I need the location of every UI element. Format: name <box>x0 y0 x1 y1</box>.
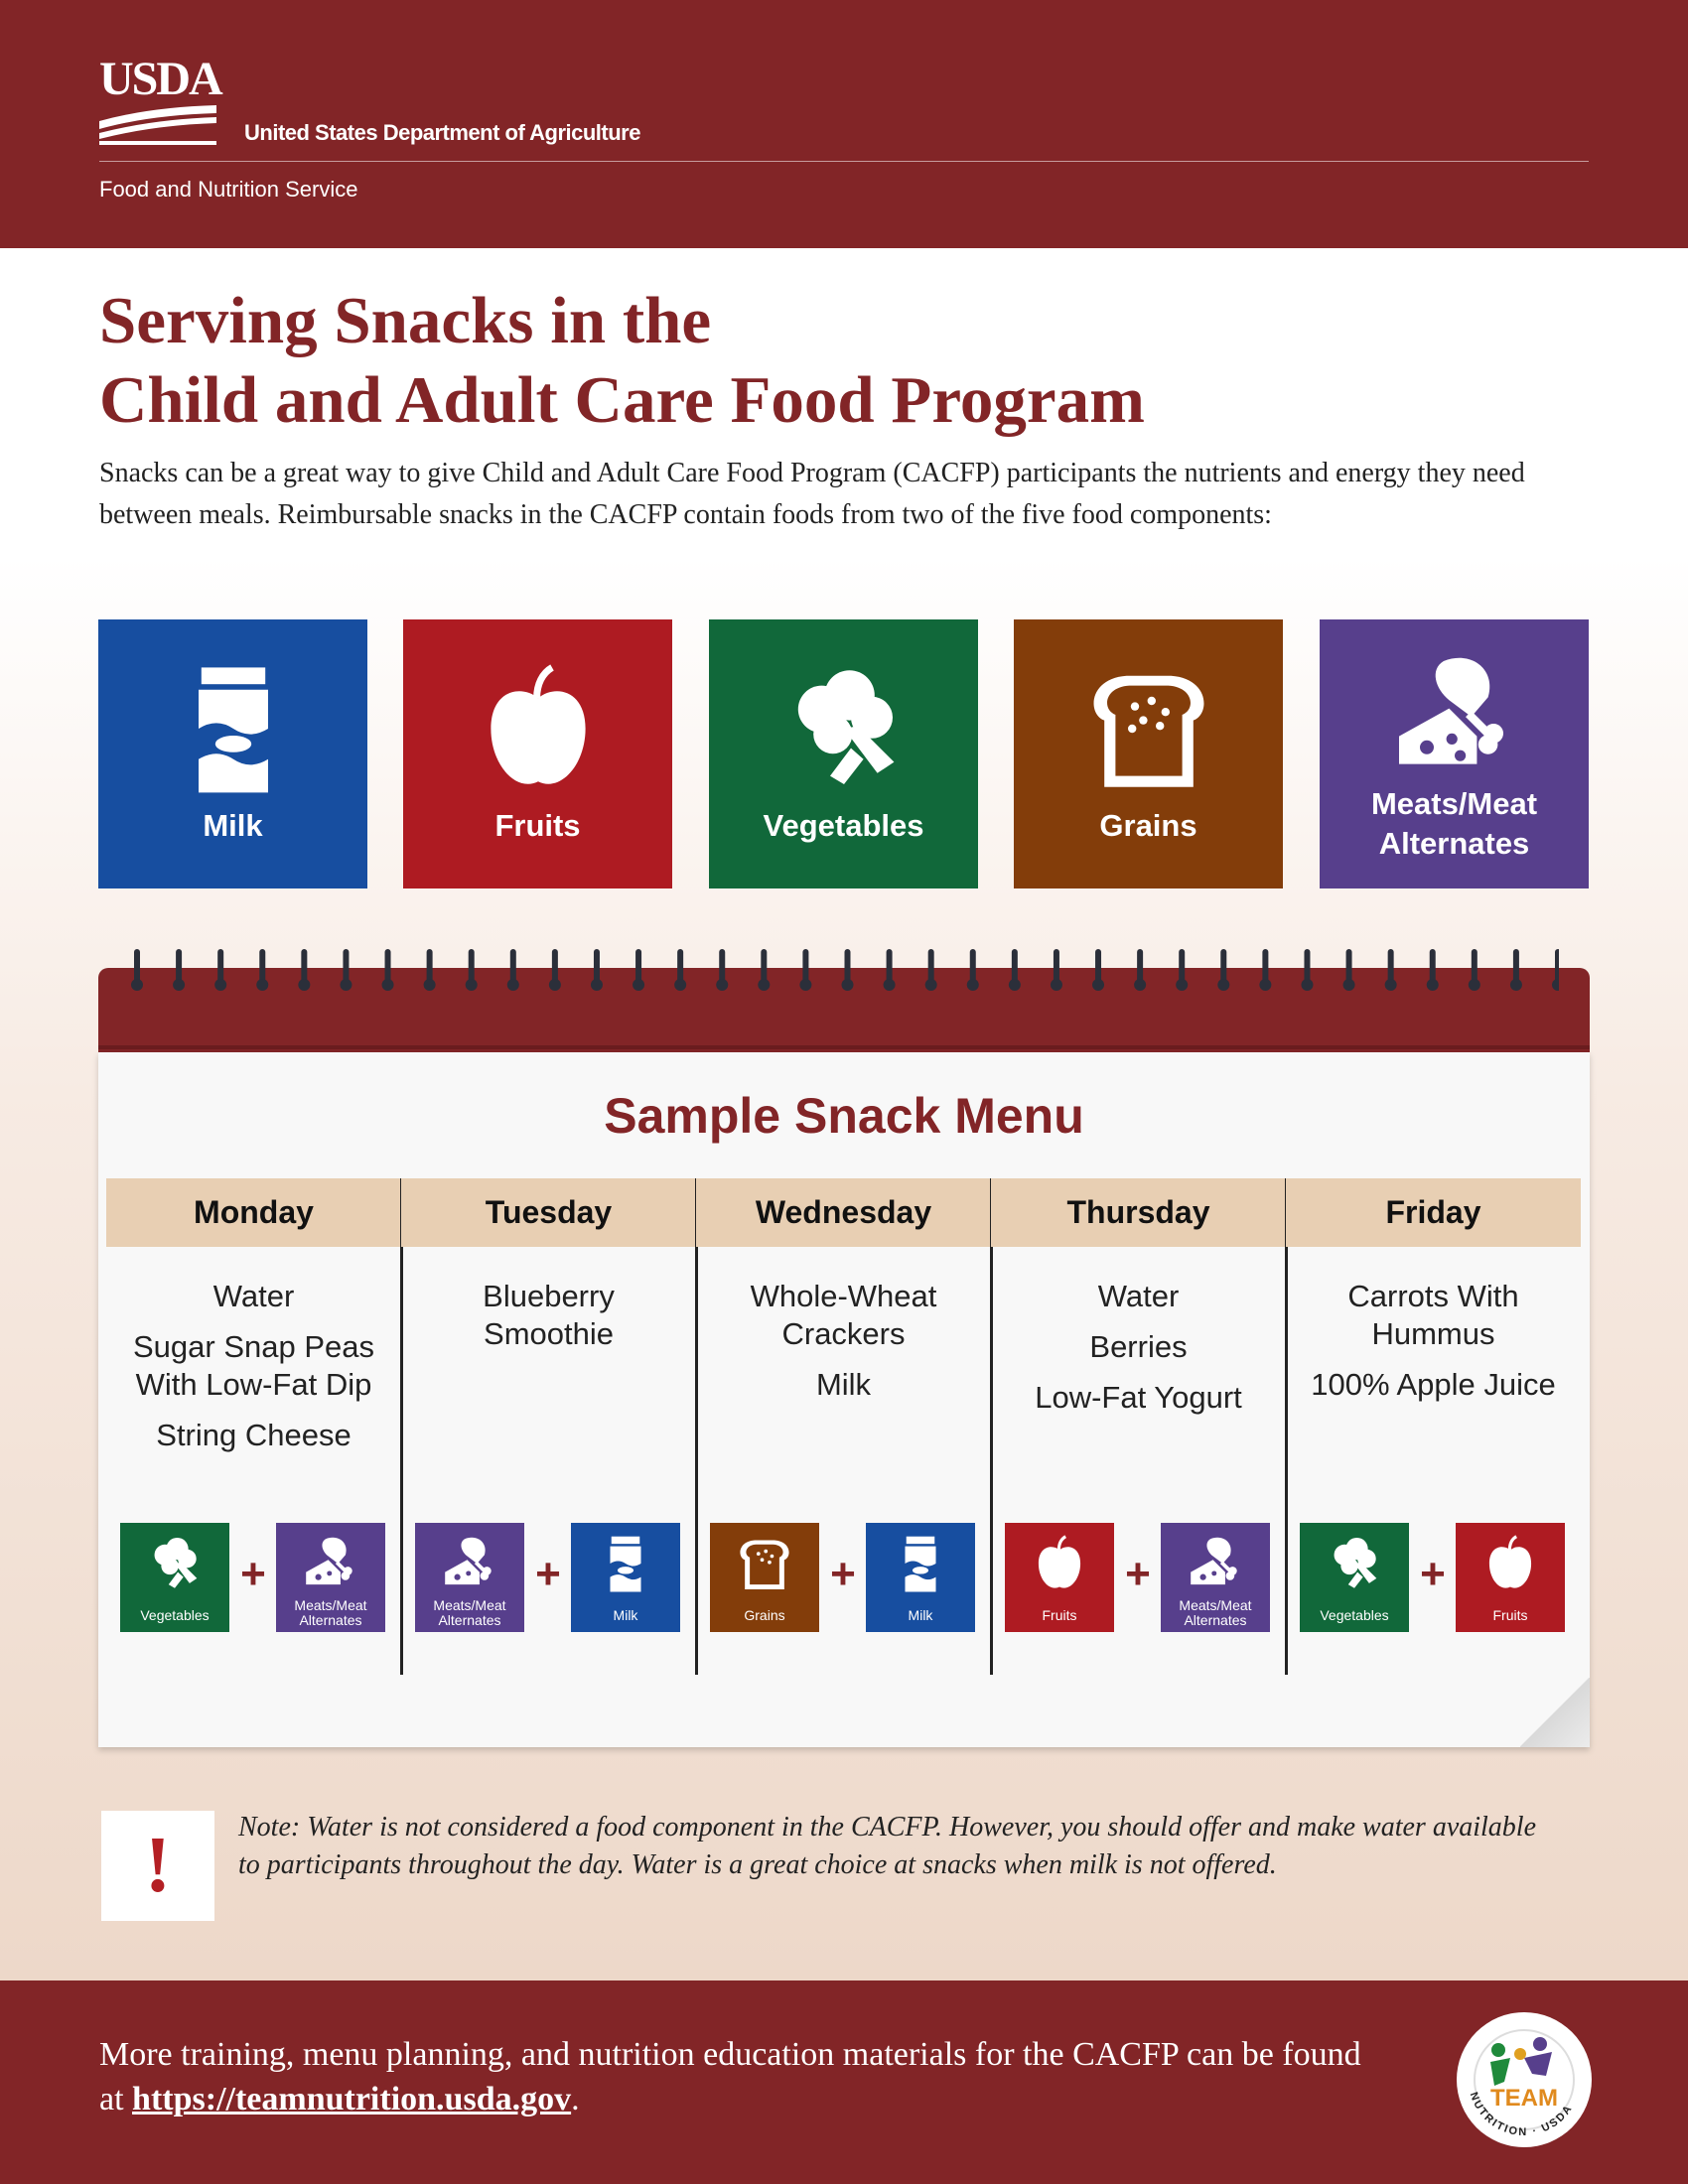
component-badge-label: Vegetables <box>1320 1607 1389 1623</box>
bread-icon <box>1079 659 1218 798</box>
usda-logo <box>99 53 221 145</box>
tile-vegetables <box>709 619 978 888</box>
broccoli-icon <box>1324 1533 1385 1594</box>
tile-fruits <box>403 619 672 888</box>
menu-item: String Cheese <box>156 1418 352 1452</box>
component-badge-label: Meats/Meat Alternates <box>294 1597 367 1628</box>
day-components <box>106 1523 401 1632</box>
milk-carton-icon <box>890 1533 951 1594</box>
component-badge-label: Milk <box>908 1607 933 1623</box>
binding-ring <box>967 949 979 991</box>
binding-ring <box>256 949 268 991</box>
agency-name: United States Department of Agriculture <box>244 120 640 145</box>
component-badge-fruits <box>1456 1523 1565 1632</box>
binding-ring <box>591 949 603 991</box>
binding-ring <box>1051 949 1062 991</box>
binding-ring <box>884 949 896 991</box>
day-header: Friday <box>1286 1178 1581 1247</box>
plus-sign: + <box>535 1550 561 1598</box>
menu-item: Low-Fat Yogurt <box>1035 1380 1242 1415</box>
food-components <box>98 619 1590 888</box>
tile-meats-label <box>1320 784 1589 864</box>
day-items <box>991 1278 1286 1430</box>
tile-grains-label: Grains <box>1099 808 1197 843</box>
component-badge-vegetables <box>120 1523 229 1632</box>
tile-grains <box>1014 619 1283 888</box>
milk-carton-icon <box>164 659 303 798</box>
binding-ring <box>382 949 394 991</box>
drumstick-cheese-icon <box>439 1533 500 1594</box>
component-badge-meats <box>276 1523 385 1632</box>
tile-milk <box>98 619 367 888</box>
tile-fruits-label: Fruits <box>494 808 581 843</box>
binding-ring <box>424 949 436 991</box>
water-note: Note: Water is not considered a food component in the CACFP. However, you should offer and make water available to participants throughout the day. Water is a great choice at snacks when milk is not offered. <box>238 1812 1537 1880</box>
component-badge-label: Grains <box>744 1607 785 1623</box>
page-title <box>99 281 1589 440</box>
exclamation-icon: ! <box>144 1822 172 1909</box>
binding-ring <box>214 949 226 991</box>
team-logo-ring-text: NUTRITION · USDA <box>1467 2090 1576 2139</box>
menu-item: Sugar Snap Peas With Low-Fat Dip <box>132 1329 374 1402</box>
day-components <box>1286 1523 1581 1632</box>
day-items <box>106 1278 401 1467</box>
binding-ring <box>799 949 811 991</box>
day-column-friday <box>1286 1178 1581 1675</box>
component-badge-label: Meats/Meat Alternates <box>433 1597 506 1628</box>
day-header: Tuesday <box>401 1178 696 1247</box>
menu-item: Water <box>1097 1279 1180 1313</box>
day-components <box>696 1523 991 1632</box>
binding-ring <box>298 949 310 991</box>
binding-ring <box>925 949 937 991</box>
page-title-line-2: Child and Adult Care Food Program <box>99 363 1145 437</box>
binding-ring <box>1385 949 1397 991</box>
component-badge-meats <box>1161 1523 1270 1632</box>
binding-ring <box>1259 949 1271 991</box>
menu-item: 100% Apple Juice <box>1311 1367 1556 1402</box>
drumstick-cheese-icon <box>1385 647 1524 786</box>
plus-sign: + <box>240 1550 266 1598</box>
component-badge-label: Fruits <box>1042 1607 1077 1623</box>
team-logo-text: TEAM <box>1490 2085 1558 2112</box>
apple-icon <box>1479 1533 1541 1594</box>
binding-ring <box>1009 949 1021 991</box>
header-divider <box>99 161 1589 162</box>
day-header: Wednesday <box>696 1178 991 1247</box>
component-badge-grains <box>710 1523 819 1632</box>
day-column-tuesday <box>401 1178 696 1675</box>
tile-meats-label-line-2: Alternates <box>1378 826 1530 861</box>
binding-ring <box>674 949 686 991</box>
binding-ring <box>716 949 728 991</box>
component-badge-vegetables <box>1300 1523 1409 1632</box>
page-curl <box>1520 1678 1590 1747</box>
binding-ring <box>173 949 185 991</box>
day-header: Monday <box>106 1178 401 1247</box>
footer <box>0 1980 1688 2184</box>
binding-ring <box>1217 949 1229 991</box>
component-badge-label: Fruits <box>1492 1607 1528 1623</box>
tile-meats-label-line-1: Meats/Meat <box>1370 786 1538 821</box>
menu-item: Milk <box>815 1367 872 1402</box>
page-title-line-1: Serving Snacks in the <box>99 284 712 357</box>
sample-snack-menu <box>98 1052 1590 1747</box>
intro-paragraph: Snacks can be a great way to give Child and Adult Care Food Program (CACFP) participants the nutrients and energy they need between meals. Reimbursable snacks in the CACFP contain foods from two of the five food components: <box>99 458 1525 530</box>
menu-item: Blueberry Smoothie <box>483 1279 615 1351</box>
component-badge-label: Milk <box>613 1607 638 1623</box>
footer-message: More training, menu planning, and nutrition education materials for the CACFP can be found at <box>99 2036 1361 2117</box>
bread-icon <box>734 1533 795 1594</box>
day-components <box>401 1523 696 1632</box>
component-badge-milk <box>866 1523 975 1632</box>
day-header: Thursday <box>991 1178 1286 1247</box>
binding-ring <box>1510 949 1522 991</box>
usda-logo-text: USDA <box>99 53 221 105</box>
binding-ring <box>1343 949 1355 991</box>
binding-ring <box>1301 949 1313 991</box>
plus-sign: + <box>1420 1550 1446 1598</box>
binding-ring <box>131 949 143 991</box>
tile-milk-label: Milk <box>203 808 263 843</box>
binding-ring <box>1469 949 1480 991</box>
day-components <box>991 1523 1286 1632</box>
usda-swoosh-icon <box>99 103 216 145</box>
broccoli-icon <box>774 659 914 798</box>
tile-vegetables-label: Vegetables <box>763 808 924 843</box>
day-items <box>696 1278 991 1417</box>
calendar-binding-rings <box>129 947 1559 997</box>
binding-ring <box>758 949 770 991</box>
menu-title: Sample Snack Menu <box>604 1088 1084 1144</box>
binding-ring <box>633 949 644 991</box>
calendar-band-edge <box>98 1045 1590 1049</box>
component-badge-label: Vegetables <box>140 1607 210 1623</box>
footer-period: . <box>571 2081 580 2117</box>
binding-ring <box>842 949 854 991</box>
footer-text <box>99 2032 1390 2121</box>
component-badge-fruits <box>1005 1523 1114 1632</box>
day-items <box>1286 1278 1581 1417</box>
note-alert-box <box>101 1811 214 1921</box>
day-column-thursday <box>991 1178 1286 1675</box>
day-items <box>401 1278 696 1366</box>
drumstick-cheese-icon <box>300 1533 361 1594</box>
plus-sign: + <box>830 1550 856 1598</box>
binding-ring <box>1092 949 1104 991</box>
service-name: Food and Nutrition Service <box>99 177 358 202</box>
broccoli-icon <box>144 1533 206 1594</box>
milk-carton-icon <box>595 1533 656 1594</box>
menu-item: Berries <box>1089 1329 1188 1364</box>
team-nutrition-link[interactable]: https://teamnutrition.usda.gov <box>132 2081 572 2117</box>
menu-item: Water <box>212 1279 295 1313</box>
drumstick-cheese-icon <box>1185 1533 1246 1594</box>
binding-ring <box>340 949 352 991</box>
apple-icon <box>1029 1533 1090 1594</box>
menu-item: Carrots With Hummus <box>1347 1279 1519 1351</box>
apple-icon <box>469 659 608 798</box>
day-column-wednesday <box>696 1178 991 1675</box>
team-nutrition-logo <box>1455 2010 1594 2149</box>
component-badge-label: Meats/Meat Alternates <box>1179 1597 1252 1628</box>
binding-ring <box>549 949 561 991</box>
header <box>0 0 1688 248</box>
component-badge-milk <box>571 1523 680 1632</box>
binding-ring <box>466 949 478 991</box>
binding-ring <box>1552 949 1559 991</box>
tile-meats <box>1320 619 1589 888</box>
menu-item: Whole-Wheat Crackers <box>750 1279 937 1351</box>
binding-ring <box>1176 949 1188 991</box>
plus-sign: + <box>1125 1550 1151 1598</box>
binding-ring <box>1134 949 1146 991</box>
binding-ring <box>507 949 519 991</box>
day-column-monday <box>106 1178 401 1675</box>
binding-ring <box>1427 949 1439 991</box>
component-badge-meats <box>415 1523 524 1632</box>
